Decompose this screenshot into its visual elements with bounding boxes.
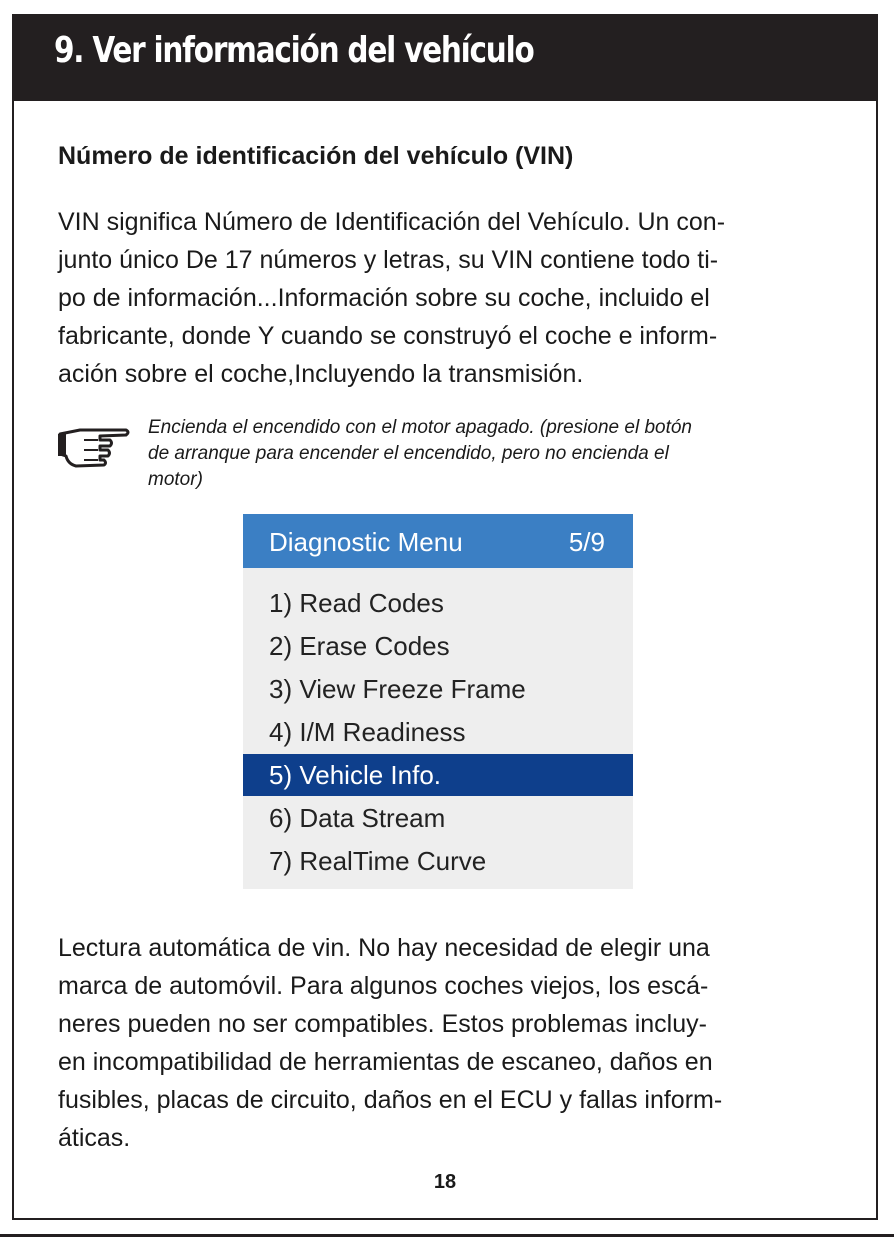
closing-line: áticas. — [58, 1124, 131, 1152]
diagnostic-menu-header — [243, 514, 633, 568]
intro-line: po de información...Información sobre su coche, incluido el — [58, 284, 710, 312]
menu-item-view-freeze-frame[interactable] — [243, 668, 633, 710]
closing-line: neres pueden no ser compatibles. Estos problemas incluy- — [58, 1010, 707, 1038]
section-heading: Número de identificación del vehículo (VIN) — [58, 142, 574, 170]
note-line: motor) — [148, 469, 203, 490]
closing-line: marca de automóvil. Para algunos coches viejos, los escá- — [58, 972, 709, 1000]
intro-paragraph — [58, 203, 848, 393]
menu-item-data-stream[interactable] — [243, 797, 633, 839]
menu-item-label: 2) Erase Codes — [269, 631, 450, 661]
diagnostic-menu-page-indicator: 5/9 — [568, 527, 605, 557]
intro-line: ación sobre el coche,Incluyendo la transmisión. — [58, 360, 584, 388]
chapter-header — [14, 16, 876, 101]
menu-item-read-codes[interactable] — [243, 582, 633, 624]
menu-item-label: 7) RealTime Curve — [269, 846, 487, 876]
menu-item-label: 1) Read Codes — [269, 588, 444, 618]
bottom-rule — [0, 1234, 894, 1237]
note-line: de arranque para encender el encendido, pero no encienda el — [148, 443, 669, 464]
closing-line: Lectura automática de vin. No hay necesidad de elegir una — [58, 934, 710, 962]
menu-item-label: 3) View Freeze Frame — [269, 674, 526, 704]
diagnostic-menu-title: Diagnostic Menu — [269, 527, 463, 557]
menu-item-realtime-curve[interactable] — [243, 840, 633, 882]
pointing-hand-icon — [54, 420, 132, 472]
intro-line: VIN significa Número de Identificación del Vehículo. Un con- — [58, 208, 726, 236]
closing-line: en incompatibilidad de herramientas de escaneo, daños en — [58, 1048, 713, 1076]
menu-item-vehicle-info[interactable] — [243, 754, 633, 796]
menu-item-label: 6) Data Stream — [269, 803, 446, 833]
diagnostic-menu-screen — [243, 514, 633, 889]
menu-item-label: 5) Vehicle Info. — [269, 760, 441, 790]
note-line: Encienda el encendido con el motor apagado. (presione el botón — [148, 417, 692, 438]
menu-item-erase-codes[interactable] — [243, 625, 633, 667]
chapter-title: 9. Ver información del vehículo — [54, 30, 534, 71]
manual-page — [12, 14, 878, 1220]
note-text — [148, 415, 848, 493]
menu-item-im-readiness[interactable] — [243, 711, 633, 753]
closing-line: fusibles, placas de circuito, daños en el ECU y fallas inform- — [58, 1086, 723, 1114]
intro-line: junto único De 17 números y letras, su VIN contiene todo ti- — [58, 246, 719, 274]
intro-line: fabricante, donde Y cuando se construyó el coche e inform- — [58, 322, 718, 350]
page-number: 18 — [433, 1171, 457, 1193]
menu-item-label: 4) I/M Readiness — [269, 717, 466, 747]
closing-paragraph — [58, 929, 848, 1157]
